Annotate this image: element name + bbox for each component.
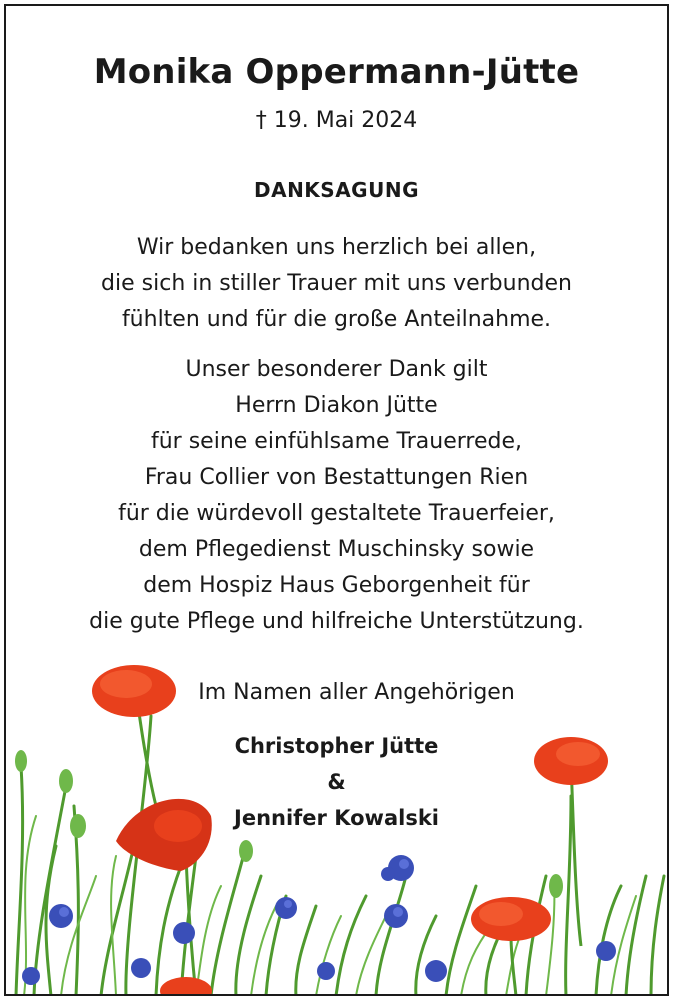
notice-heading: DANKSAGUNG (253, 178, 419, 202)
special-thanks-line: Unser besonderer Dank gilt (185, 357, 488, 382)
special-thanks-line: für seine einfühlsame Trauerrede, (150, 429, 522, 454)
thanks-line: fühlten und für die große Anteilnahme. (121, 307, 552, 332)
deceased-name: Monika Oppermann-Jütte (93, 52, 580, 92)
special-thanks-paragraph (6, 352, 667, 640)
special-thanks-line: Herrn Diakon Jütte (235, 393, 438, 418)
special-thanks-line: die gute Pflege und hilfreiche Unterstützung. (89, 609, 584, 634)
death-date: † 19. Mai 2024 (255, 108, 418, 133)
special-thanks-line: dem Pflegedienst Muschinsky sowie (138, 537, 535, 562)
signer-name: Jennifer Kowalski (234, 806, 439, 830)
thanks-paragraph (6, 230, 667, 338)
signers-block (6, 728, 667, 836)
special-thanks-line: Frau Collier von Bestattungen Rien (144, 465, 529, 490)
special-thanks-line: für die würdevoll gestaltete Trauerfeier, (118, 501, 555, 526)
signoff-text: Im Namen aller Angehörigen (198, 680, 515, 705)
thanks-line: Wir bedanken uns herzlich bei allen, (136, 235, 537, 260)
thanks-line: die sich in stiller Trauer mit uns verbunden (101, 271, 572, 296)
signer-name: Christopher Jütte (234, 734, 439, 758)
special-thanks-line: dem Hospiz Haus Geborgenheit für (143, 573, 530, 598)
ampersand: & (327, 770, 346, 794)
obituary-notice (4, 4, 669, 996)
